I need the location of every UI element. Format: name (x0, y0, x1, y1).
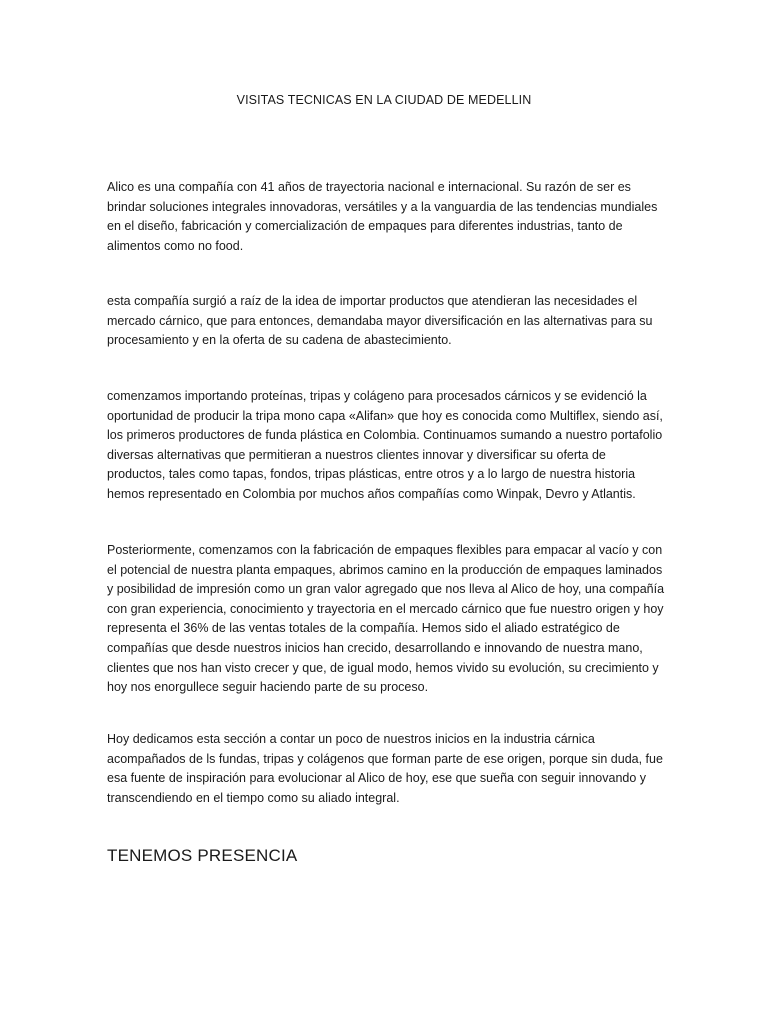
paragraph-alico-intro: Alico es una compañía con 41 años de trayectoria nacional e internacional. Su razón de ser es brindar soluciones integrales innovadoras, versátiles y a la vanguardia de las tendencias mundiales en el diseño, fabricación y comercialización de empaques para diferentes industrias, tanto de alimentos como no food. (107, 180, 658, 253)
paragraph-company-origin: esta compañía surgió a raíz de la idea de importar productos que atendieran las necesidades el mercado cárnico, que para entonces, demandaba mayor diversificación en las alternativas para su procesamiento y en la oferta de su cadena de abastecimiento. (107, 294, 653, 348)
paragraph-flexible-packaging: Posteriormente, comenzamos con la fabricación de empaques flexibles para empacar al vacío y con el potencial de nuestra planta empaques, abrimos camino en la producción de empaques laminados y posibilidad de impresión como un gran valor agregado que nos lleva al Alico de hoy, una compañía con gran experiencia, conocimiento y trayectoria en el mercado cárnico que fue nuestro origen y hoy representa el 36% de las ventas totales de la compañía. Hemos sido el aliado estratégico de compañías que desde nuestros inicios han crecido, desarrollando e innovando de nuestra mano, clientes que nos han visto crecer y que, de igual modo, hemos vivido su evolución, su crecimiento y hoy nos enorgullece seguir haciendo parte de su proceso. (107, 543, 665, 695)
document-title: VISITAS TECNICAS EN LA CIUDAD DE MEDELLIN (236, 93, 532, 107)
paragraph-early-products: comenzamos importando proteínas, tripas y colágeno para procesados cárnicos y se evidenció la oportunidad de producir la tripa mono capa «Alifan» que hoy es conocida como Multiflex, siendo así, los primeros productores de funda plástica en Colombia. Continuamos sumando a nuestro portafolio diversas alternativas que permitieran a nuestros clientes innovar y diversificar su oferta de productos, tales como tapas, fondos, tripas plásticas, entre otros y a lo largo de nuestra historia hemos representado en Colombia por muchos años compañías como Winpak, Devro y Atlantis. (107, 389, 663, 501)
section-heading-presence: TENEMOS PRESENCIA (107, 846, 298, 865)
paragraph-section-dedication: Hoy dedicamos esta sección a contar un poco de nuestros inicios en la industria cárnica acompañados de ls fundas, tripas y colágenos que forman parte de ese origen, porque sin duda, fue esa fuente de inspiración para evolucionar al Alico de hoy, ese que sueña con seguir innovando y transcendiendo en el tiempo como su aliado integral. (107, 732, 663, 805)
